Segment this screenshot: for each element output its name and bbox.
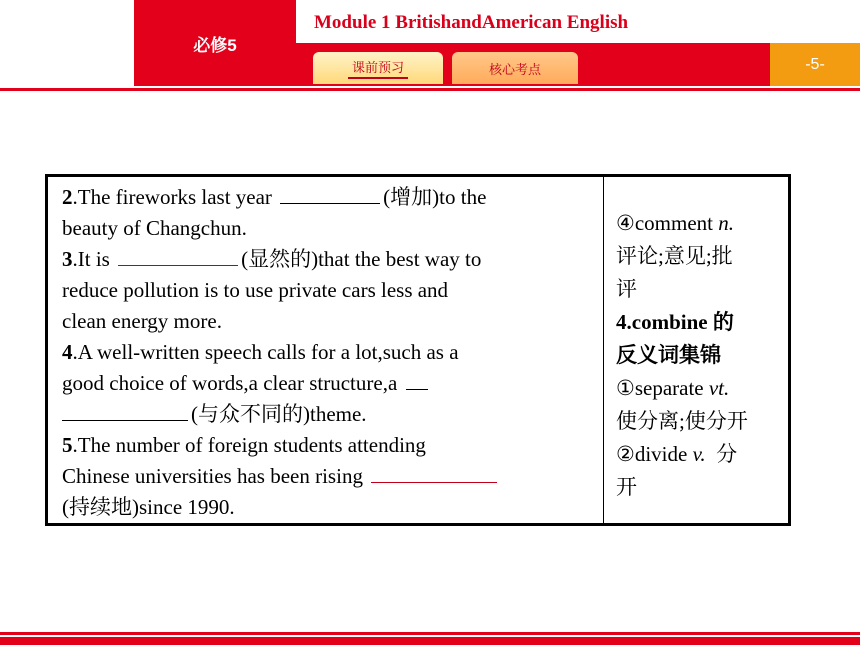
footer-bar (0, 637, 860, 645)
note-line: ①separate vt. (616, 376, 730, 400)
exercise-line: Chinese universities has been rising (62, 461, 595, 492)
footer-divider (0, 632, 860, 635)
note-line: ②divide v. 分 (616, 442, 738, 466)
note-heading: 反义词集锦 (616, 343, 721, 367)
note-heading: 4.combine 的 (616, 310, 734, 334)
exercise-table (45, 174, 791, 526)
tab-preview[interactable] (313, 52, 443, 84)
answer-blank[interactable] (118, 247, 238, 266)
module-title: Module 1 BritishandAmerican English (314, 12, 629, 33)
exercise-line: good choice of words,a clear structure,a (62, 368, 595, 399)
exercise-line: 2.The fireworks last year (增加)to the (62, 185, 487, 209)
note-line: ④comment n. (616, 211, 734, 235)
exercise-line: (与众不同的)theme. (62, 399, 595, 430)
note-line: 开 (616, 475, 637, 499)
exercise-line: (持续地)since 1990. (62, 495, 235, 519)
exercise-line: 4.A well-written speech calls for a lot,such as a (62, 340, 459, 364)
note-line: 使分离;使分开 (616, 409, 748, 433)
answer-blank[interactable] (406, 371, 428, 390)
answer-blank[interactable] (280, 185, 380, 204)
answer-blank[interactable] (371, 464, 497, 483)
header-logo-area (0, 0, 134, 86)
exercise-line: clean energy more. (62, 309, 222, 333)
page-number-box (770, 43, 860, 86)
header-divider (0, 88, 860, 91)
exercise-line: reduce pollution is to use private cars less and (62, 278, 449, 302)
note-line: 评 (616, 277, 637, 301)
exercise-line: beauty of Changchun. (62, 216, 247, 240)
notes-column (604, 177, 788, 523)
tab-core-points[interactable] (452, 52, 578, 84)
exercise-column (48, 177, 604, 523)
page-number: -5- (805, 55, 825, 73)
tab-core-points-label: 核心考点 (488, 62, 541, 78)
note-line: 评论;意见;批 (616, 244, 733, 268)
exercise-line: 5.The number of foreign students attending (62, 433, 426, 457)
tab-preview-label: 课前预习 (348, 57, 408, 79)
book-label: 必修5 (193, 35, 237, 55)
answer-blank[interactable] (62, 402, 188, 421)
book-label-box (134, 0, 296, 86)
exercise-line: 3.It is (显然的)that the best way to (62, 247, 482, 271)
